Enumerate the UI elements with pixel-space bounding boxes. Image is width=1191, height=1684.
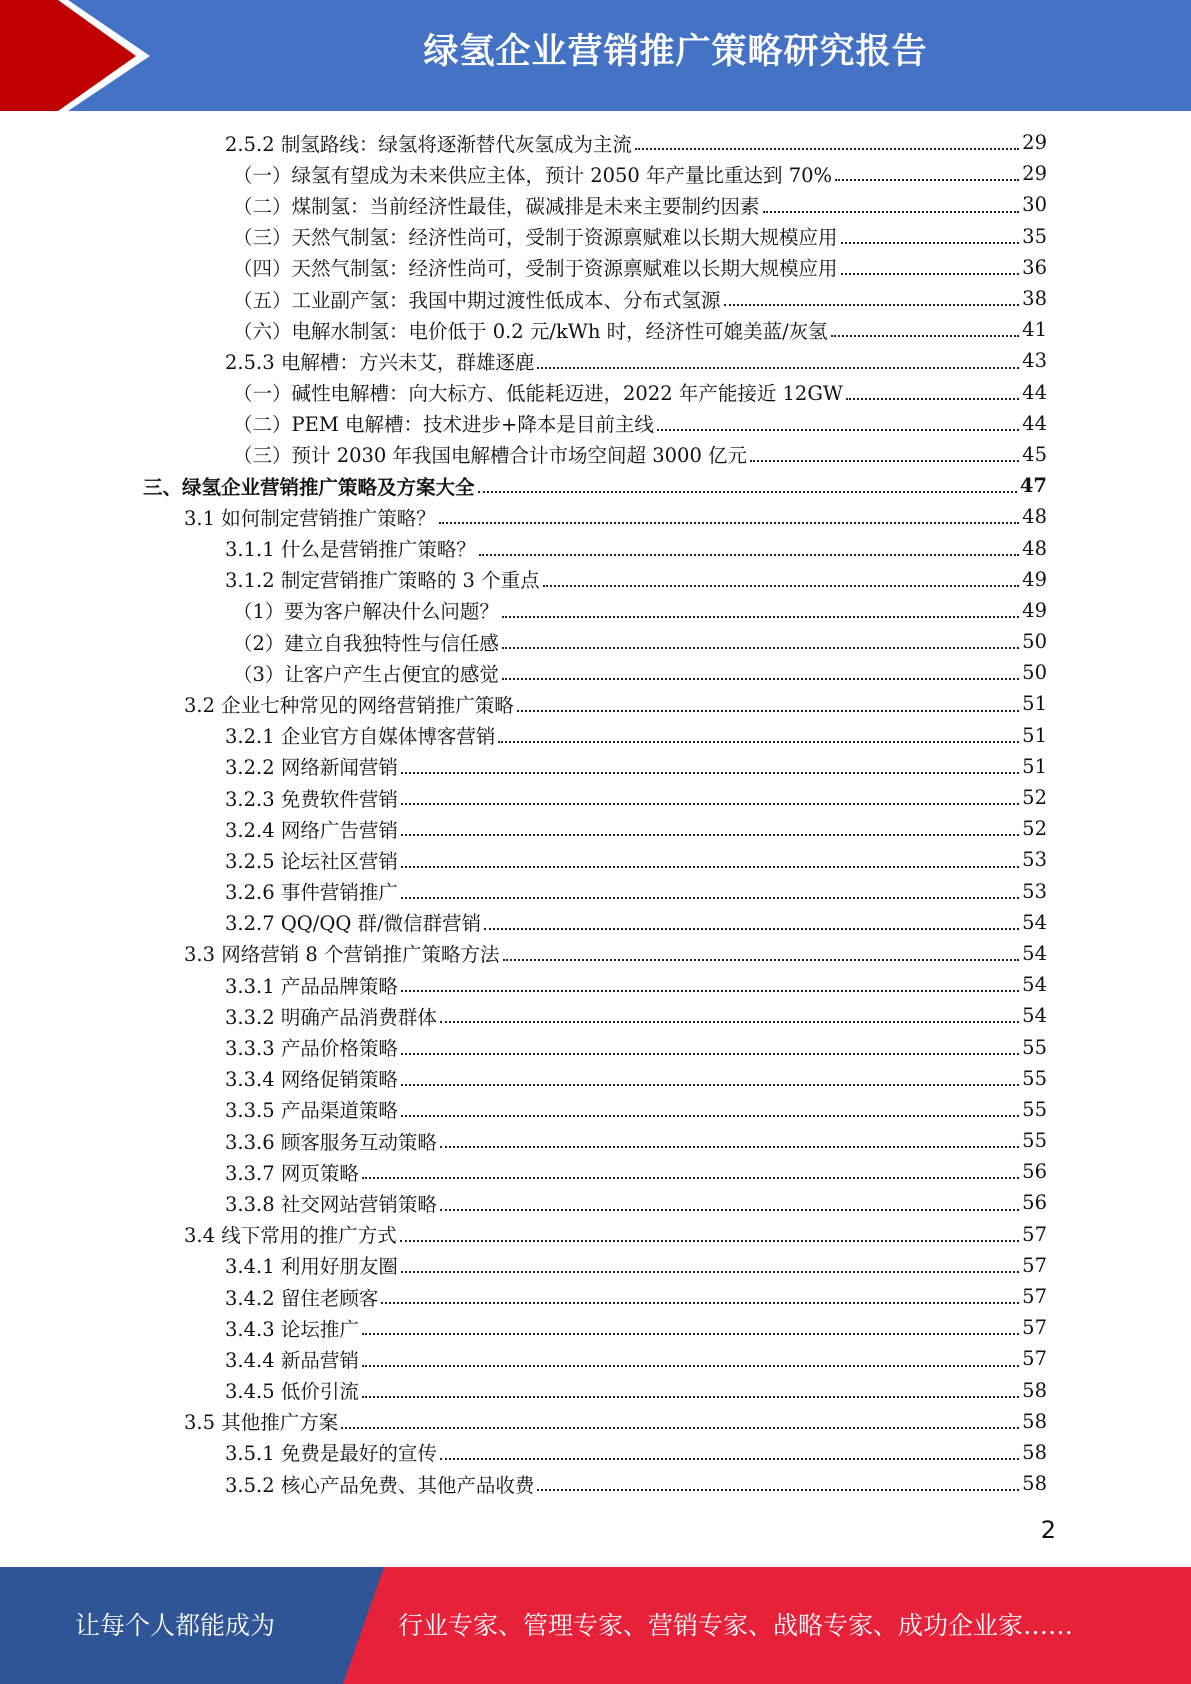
toc-dot-leader	[846, 396, 1019, 400]
toc-dot-leader	[440, 1019, 1019, 1023]
toc-entry-title: 3.4.4 新品营销	[225, 1348, 359, 1372]
toc-entry-page: 53	[1022, 879, 1047, 903]
toc-entry-title: 3.2.2 网络新闻营销	[225, 756, 398, 780]
toc-entry[interactable]	[233, 439, 1047, 470]
toc-dot-leader	[400, 1238, 1019, 1242]
toc-dot-leader	[502, 614, 1019, 618]
toc-entry-page: 29	[1022, 131, 1047, 155]
toc-entry[interactable]	[225, 782, 1047, 813]
toc-dot-leader	[763, 209, 1020, 213]
header-arrow-red	[0, 0, 136, 111]
toc-entry[interactable]	[233, 158, 1047, 189]
toc-dot-leader	[502, 645, 1019, 649]
toc-dot-leader	[479, 552, 1019, 556]
toc-dot-leader	[440, 1207, 1019, 1211]
toc-entry-page: 52	[1022, 817, 1047, 841]
toc-entry-title: （2）建立自我独特性与信任感	[233, 631, 499, 655]
toc-entry-title: 3.3.6 顾客服务互动策略	[225, 1130, 437, 1154]
toc-entry[interactable]	[233, 377, 1047, 408]
toc-entry[interactable]	[225, 1250, 1047, 1281]
toc-entry[interactable]	[225, 813, 1047, 844]
toc-dot-leader	[362, 1363, 1019, 1367]
toc-entry-page: 56	[1022, 1160, 1047, 1184]
toc-entry[interactable]	[184, 1406, 1047, 1437]
toc-entry-page: 57	[1022, 1222, 1047, 1246]
toc-entry-page: 57	[1022, 1316, 1047, 1340]
toc-entry-title: 3.2 企业七种常见的网络营销推广策略	[184, 693, 514, 717]
toc-entry-title: 3.1.2 制定营销推广策略的 3 个重点	[225, 569, 540, 593]
toc-entry[interactable]	[225, 1375, 1047, 1406]
toc-entry[interactable]	[225, 1094, 1047, 1125]
toc-entry[interactable]	[233, 221, 1047, 252]
toc-entry-title: （四）天然气制氢：经济性尚可，受制于资源禀赋难以长期大规模应用	[233, 257, 838, 281]
toc-dot-leader	[543, 583, 1020, 587]
toc-entry-page: 44	[1022, 411, 1047, 435]
toc-dot-leader	[401, 988, 1019, 992]
toc-dot-leader	[362, 1175, 1019, 1179]
toc-entry[interactable]	[233, 283, 1047, 314]
toc-entry[interactable]	[233, 252, 1047, 283]
toc-entry[interactable]	[225, 720, 1047, 751]
toc-entry-title: 3.2.3 免费软件营销	[225, 787, 398, 811]
toc-entry-page: 30	[1022, 193, 1047, 217]
toc-entry-page: 47	[1019, 474, 1047, 498]
toc-entry[interactable]	[225, 1063, 1047, 1094]
page-header	[0, 0, 1191, 111]
toc-entry-title: 3.2.6 事件营销推广	[225, 881, 398, 905]
toc-entry[interactable]	[233, 314, 1047, 345]
toc-dot-leader	[484, 926, 1019, 930]
toc-entry-page: 49	[1022, 598, 1047, 622]
toc-entry-title: 3.2.1 企业官方自媒体博客营销	[225, 725, 496, 749]
toc-entry-title: （六）电解水制氢：电价低于 0.2 元/kWh 时，经济性可媲美蓝/灰氢	[233, 319, 828, 343]
toc-dot-leader	[503, 957, 1020, 961]
toc-entry[interactable]	[225, 1437, 1047, 1468]
toc-entry-page: 56	[1022, 1191, 1047, 1215]
toc-entry[interactable]	[233, 595, 1047, 626]
toc-dot-leader	[750, 458, 1019, 462]
toc-entry[interactable]	[225, 1312, 1047, 1343]
toc-entry-title: 3.3 网络营销 8 个营销推广策略方法	[184, 943, 500, 967]
toc-dot-leader	[341, 1425, 1019, 1429]
toc-entry[interactable]	[225, 876, 1047, 907]
toc-dot-leader	[401, 895, 1019, 899]
toc-entry-title: 3.3.5 产品渠道策略	[225, 1099, 398, 1123]
toc-entry-title: （3）让客户产生占便宜的感觉	[233, 662, 499, 686]
toc-entry-page: 54	[1022, 941, 1047, 965]
toc-entry[interactable]	[225, 532, 1047, 563]
toc-entry-page: 48	[1022, 505, 1047, 529]
toc-entry[interactable]	[225, 1031, 1047, 1062]
toc-entry[interactable]	[225, 564, 1047, 595]
toc-entry[interactable]	[225, 345, 1047, 376]
toc-entry[interactable]	[233, 657, 1047, 688]
toc-entry[interactable]	[225, 1281, 1047, 1312]
toc-entry[interactable]	[225, 1156, 1047, 1187]
toc-dot-leader	[831, 333, 1020, 337]
toc-entry-title: 3.4.2 留住老顾客	[225, 1286, 379, 1310]
toc-entry-page: 48	[1022, 536, 1047, 560]
footer-slogan-left: 让每个人都能成为	[74, 1611, 275, 1640]
toc-entry-page: 58	[1022, 1440, 1047, 1464]
toc-entry[interactable]	[225, 1187, 1047, 1218]
toc-entry-title: 3.2.4 网络广告营销	[225, 818, 398, 842]
toc-dot-leader	[401, 801, 1019, 805]
toc-entry-page: 45	[1022, 442, 1047, 466]
toc-entry[interactable]	[225, 1000, 1047, 1031]
toc-dot-leader	[724, 302, 1020, 306]
toc-entry-page: 51	[1022, 754, 1047, 778]
toc-entry-page: 50	[1022, 661, 1047, 685]
page-number: 2	[1040, 1516, 1056, 1544]
toc-entry[interactable]	[225, 1468, 1047, 1499]
document-title: 绿氢企业营销推广策略研究报告	[423, 32, 928, 72]
toc-dot-leader	[401, 1269, 1019, 1273]
toc-entry-title: 3.3.1 产品品牌策略	[225, 974, 398, 998]
toc-entry-page: 54	[1022, 910, 1047, 934]
toc-entry-title: 3.5.1 免费是最好的宣传	[225, 1442, 437, 1466]
toc-entry[interactable]	[225, 127, 1047, 158]
toc-dot-leader	[401, 1051, 1019, 1055]
toc-dot-leader	[362, 1331, 1019, 1335]
toc-dot-leader	[502, 676, 1019, 680]
toc-entry-page: 35	[1022, 224, 1047, 248]
toc-entry-title: （三）预计 2030 年我国电解槽合计市场空间超 3000 亿元	[233, 444, 748, 468]
toc-dot-leader	[537, 1487, 1019, 1491]
toc-entry[interactable]	[233, 408, 1047, 439]
toc-entry-page: 58	[1022, 1409, 1047, 1433]
toc-entry-page: 54	[1022, 973, 1047, 997]
toc-entry-page: 55	[1022, 1129, 1047, 1153]
toc-entry-title: 3.4.1 利用好朋友圈	[225, 1255, 398, 1279]
toc-entry-title: 2.5.3 电解槽：方兴未艾，群雄逐鹿	[225, 350, 535, 374]
toc-entry[interactable]	[225, 969, 1047, 1000]
page-footer	[0, 1567, 1191, 1684]
toc-entry-page: 29	[1022, 162, 1047, 186]
toc-entry-title: 3.1.1 什么是营销推广策略？	[225, 538, 476, 562]
toc-dot-leader	[401, 1082, 1019, 1086]
toc-entry-title: 2.5.2 制氢路线：绿氢将逐渐替代灰氢成为主流	[225, 132, 632, 156]
toc-dot-leader	[401, 864, 1019, 868]
toc-entry-page: 55	[1022, 1066, 1047, 1090]
toc-entry-title: 3.4.3 论坛推广	[225, 1317, 359, 1341]
toc-dot-leader	[478, 489, 1017, 493]
toc-entry-title: 3.2.7 QQ/QQ 群/微信群营销	[225, 912, 482, 936]
toc-entry-page: 41	[1022, 318, 1047, 342]
toc-entry-page: 55	[1022, 1035, 1047, 1059]
toc-entry[interactable]	[225, 1343, 1047, 1374]
toc-dot-leader	[841, 240, 1020, 244]
toc-entry-page: 58	[1022, 1378, 1047, 1402]
toc-dot-leader	[498, 739, 1019, 743]
toc-entry-page: 44	[1022, 380, 1047, 404]
toc-entry-page: 53	[1022, 848, 1047, 872]
toc-entry[interactable]	[184, 938, 1047, 969]
toc-entry-title: （1）要为客户解决什么问题？	[233, 600, 499, 624]
toc-entry-title: 3.4.5 低价引流	[225, 1380, 359, 1404]
toc-entry-page: 51	[1022, 692, 1047, 716]
toc-entry[interactable]	[233, 189, 1047, 220]
toc-entry-title: 3.5.2 核心产品免费、其他产品收费	[225, 1473, 535, 1497]
toc-dot-leader	[440, 1144, 1019, 1148]
toc-entry[interactable]	[225, 751, 1047, 782]
toc-entry-title: （一）碱性电解槽：向大标方、低能耗迈进，2022 年产能接近 12GW	[233, 382, 843, 406]
toc-entry-title: （一）绿氢有望成为未来供应主体，预计 2050 年产量比重达到 70%	[233, 163, 833, 187]
toc-entry-page: 38	[1022, 287, 1047, 311]
toc-dot-leader	[537, 365, 1019, 369]
toc-entry-title: （三）天然气制氢：经济性尚可，受制于资源禀赋难以长期大规模应用	[233, 226, 838, 250]
toc-entry-page: 50	[1022, 630, 1047, 654]
toc-dot-leader	[401, 1113, 1019, 1117]
toc-dot-leader	[835, 177, 1019, 181]
toc-entry-title: 3.5 其他推广方案	[184, 1411, 339, 1435]
toc-dot-leader	[635, 146, 1019, 150]
toc-entry-page: 58	[1022, 1472, 1047, 1496]
toc-dot-leader	[657, 427, 1019, 431]
toc-entry-title: 3.3.7 网页策略	[225, 1161, 359, 1185]
toc-entry-title: 3.4 线下常用的推广方式	[184, 1224, 397, 1248]
toc-dot-leader	[401, 770, 1019, 774]
toc-entry-title: （二）煤制氢：当前经济性最佳，碳减排是未来主要制约因素	[233, 194, 760, 218]
footer-slogan-right: 行业专家、管理专家、营销专家、战略专家、成功企业家……	[398, 1611, 1074, 1640]
toc-entry[interactable]	[233, 626, 1047, 657]
toc-dot-leader	[401, 832, 1019, 836]
toc-entry-page: 57	[1022, 1253, 1047, 1277]
toc-entry-title: （五）工业副产氢：我国中期过渡性低成本、分布式氢源	[233, 288, 721, 312]
toc-entry[interactable]	[225, 907, 1047, 938]
toc-entry-page: 52	[1022, 786, 1047, 810]
toc-dot-leader	[362, 1394, 1019, 1398]
toc-entry-title: 3.2.5 论坛社区营销	[225, 849, 398, 873]
toc-dot-leader	[517, 708, 1019, 712]
toc-entry[interactable]	[184, 1219, 1047, 1250]
toc-dot-leader	[440, 1456, 1019, 1460]
toc-entry-page: 36	[1022, 255, 1047, 279]
toc-dot-leader	[381, 1300, 1019, 1304]
toc-entry-title: 3.3.4 网络促销策略	[225, 1068, 398, 1092]
table-of-contents	[0, 127, 1191, 1499]
toc-entry-page: 55	[1022, 1097, 1047, 1121]
toc-entry[interactable]	[184, 688, 1047, 719]
toc-entry[interactable]	[225, 844, 1047, 875]
header-arrow-icon	[0, 0, 160, 111]
toc-entry[interactable]	[225, 1125, 1047, 1156]
toc-dot-leader	[841, 271, 1020, 275]
toc-entry[interactable]	[143, 470, 1047, 501]
toc-entry-title: 3.3.3 产品价格策略	[225, 1037, 398, 1061]
toc-entry-page: 57	[1022, 1285, 1047, 1309]
toc-entry-title: 3.1 如何制定营销推广策略？	[184, 506, 436, 530]
toc-entry-page: 43	[1022, 349, 1047, 373]
toc-entry-page: 57	[1022, 1347, 1047, 1371]
toc-entry-page: 49	[1022, 567, 1047, 591]
toc-entry-title: 三、绿氢企业营销推广策略及方案大全	[143, 475, 475, 499]
toc-entry[interactable]	[184, 501, 1047, 532]
toc-entry-title: 3.3.8 社交网站营销策略	[225, 1192, 437, 1216]
toc-entry-page: 51	[1022, 723, 1047, 747]
toc-entry-title: （二）PEM 电解槽：技术进步+降本是目前主线	[233, 413, 654, 437]
toc-dot-leader	[439, 520, 1019, 524]
toc-entry-title: 3.3.2 明确产品消费群体	[225, 1005, 437, 1029]
toc-entry-page: 54	[1022, 1004, 1047, 1028]
